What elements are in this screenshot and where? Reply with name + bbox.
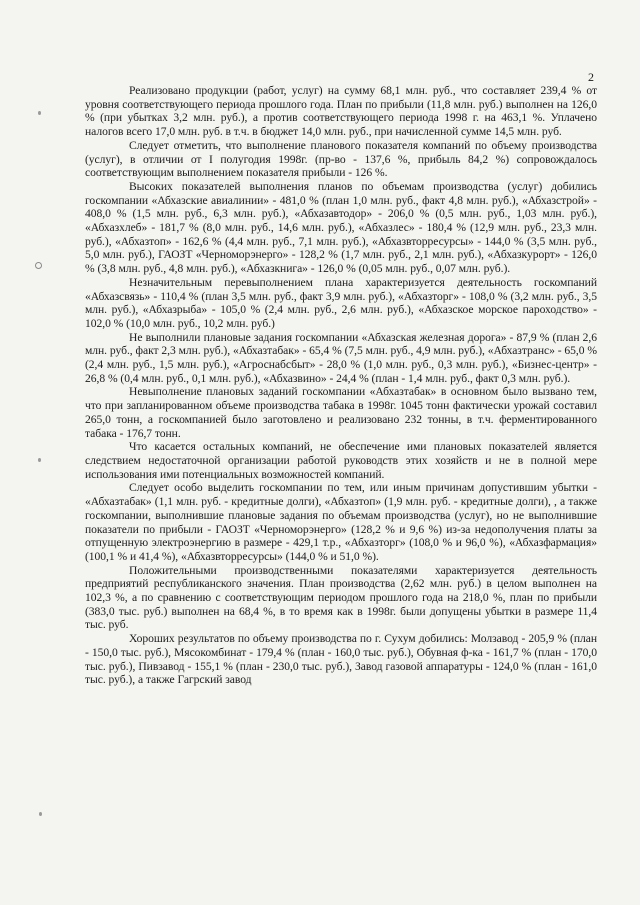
paragraph: Положительными производственными показателями характеризуется деятельность предприятий республиканского значения. План производства (2,62 млн. руб.) в целом выполнен на 102,3 %, а по сравнению с соответствующим периодом прошлого года на 218,0 %, план по прибыли (383,0 тыс. руб.) выполнен на 68,4 %, в то время как в 1998г. были допущены убытки в размере 11,4 тыс. руб.	[85, 563, 597, 632]
paragraph: Высоких показателей выполнения планов по объемам производства (услуг) добились госкомпании «Абхазские авиалинии» - 481,0 % (план 1,0 млн. руб., факт 4,8 млн. руб.), «Абхазстрой» - 408,0 % (1,5 млн. руб., 6,3 млн. руб.), «Абхазавтодор» - 206,0 % (0,5 млн. руб., 1,03 млн. руб.), «Абхазхлеб» - 181,7 % (8,0 млн. руб., 14,6 млн. руб.), «Абхазлес» - 180,4 % (12,9 млн. руб., 23,3 млн. руб.), «Абхазтоп» - 162,6 % (4,4 млн. руб., 7,1 млн. руб.), «Абхазвторресурсы» - 144,0 % (3,5 млн. руб., 5,0 млн. руб.), ГАОЗТ «Черноморэнерго» - 128,2 % (1,7 млн. руб., 2,1 млн. руб.), «Абхазкурорт» - 126,0 % (3,8 млн. руб., 4,8 млн. руб.), «Абхазкнига» - 126,0 % (0,05 млн. руб., 0,07 млн. руб.).	[85, 179, 597, 276]
page-number: 2	[588, 70, 594, 84]
binding-hole-mark	[35, 262, 42, 269]
paragraph: Незначительным перевыполнением плана характеризуется деятельность госкомпаний «Абхазсвязь» - 110,4 % (план 3,5 млн. руб., факт 3,9 млн. руб.), «Абхазторг» - 108,0 % (3,2 млн. руб., 3,5 млн. руб.), «Абхазрыба» - 105,0 % (2,4 млн. руб., 2,6 млн. руб.), «Абхазское морское пароходство» - 102,0 % (10,0 млн. руб., 10,2 млн. руб.)	[85, 275, 597, 330]
scan-speck	[39, 812, 42, 816]
paragraph: Невыполнение плановых заданий госкомпании «Абхазтабак» в основном было вызвано тем, что при запланированном объеме производства табака в 1998г. 1045 тонн фактически урожай составил 265,0 тонн, а госкомпанией было заготовлено и реализовано 232 тонны, в т.ч. ферментированного табака - 176,7 тонн.	[85, 385, 597, 440]
paragraph: Хороших результатов по объему производства по г. Сухум добились: Молзавод - 205,9 % (план - 150,0 тыс. руб.), Мясокомбинат - 179,4 % (план - 160,0 тыс. руб.), Обувная ф-ка - 161,7 % (план - 170,0 тыс. руб.), Пивзавод - 155,1 % (план - 230,0 тыс. руб.), Завод газовой аппаратуры - 124,0 % (план - 161,0 тыс. руб.), а также Гагрский завод	[85, 632, 597, 687]
paragraph: Следует отметить, что выполнение планового показателя компаний по объему производства (услуг), в отличии от I полугодия 1998г. (пр-во - 137,6 %, прибыль 84,2 %) сопровождалось соответствующим выполнением показателя прибыли - 126 %.	[85, 138, 597, 180]
scan-speck	[38, 111, 41, 115]
paragraph: Что касается остальных компаний, не обеспечение ими плановых показателей является следствием недостаточной организации работой руководств этих хозяйств и не в полной мере использования ими потенциальных возможностей компаний.	[85, 440, 597, 481]
paragraph: Следует особо выделить госкомпании по тем, или иным причинам допустившим убытки - «Абхазтабак» (1,1 млн. руб. - кредитные долги), «Абхазтоп» (1,9 млн. руб. - кредитные долги), , а также госкомпании, выполнившие плановые задания по объемам производства (услуг), но не выполнившие показатели по прибыли - ГАОЗТ «Черноморэнерго» (128,2 % и 9,6 %) из-за недополучения платы за отпущенную электроэнергию в размере - 429,1 т.р., «Абхазторг» (108,0 % и 96,0 %), «Абхазфармация» (100,1 % и 41,4 %), «Абхазвторресурсы» (144,0 % и 51,0 %).	[85, 481, 597, 563]
document-body	[85, 84, 597, 687]
scan-speck	[38, 458, 41, 462]
paragraph: Реализовано продукции (работ, услуг) на сумму 68,1 млн. руб., что составляет 239,4 % от уровня соответствующего периода прошлого года. План по прибыли (11,8 млн. руб.) выполнен на 126,0 % (при убытках 3,2 млн. руб.), а против соответствующего периода 1998 г. на 463,1 %. Уплачено налогов всего 17,0 млн. руб. в т.ч. в бюджет 14,0 млн. руб., при начисленной сумме 14,5 млн. руб.	[85, 84, 597, 139]
paragraph: Не выполнили плановые задания госкомпании «Абхазская железная дорога» - 87,9 % (план 2,6 млн. руб., факт 2,3 млн. руб.), «Абхазтабак» - 65,4 % (7,5 млн. руб., 4,9 млн. руб.), «Абхазтранс» - 65,0 % (2,4 млн. руб., 1,5 млн. руб.), «Агроснабсбыт» - 28,0 % (1,0 млн. руб., 0,3 млн. руб.), «Бизнес-центр» - 26,8 % (0,4 млн. руб., 0,1 млн. руб.), «Абхазвино» - 24,4 % (план - 1,4 млн. руб., факт 0,3 млн. руб.).	[85, 330, 597, 385]
